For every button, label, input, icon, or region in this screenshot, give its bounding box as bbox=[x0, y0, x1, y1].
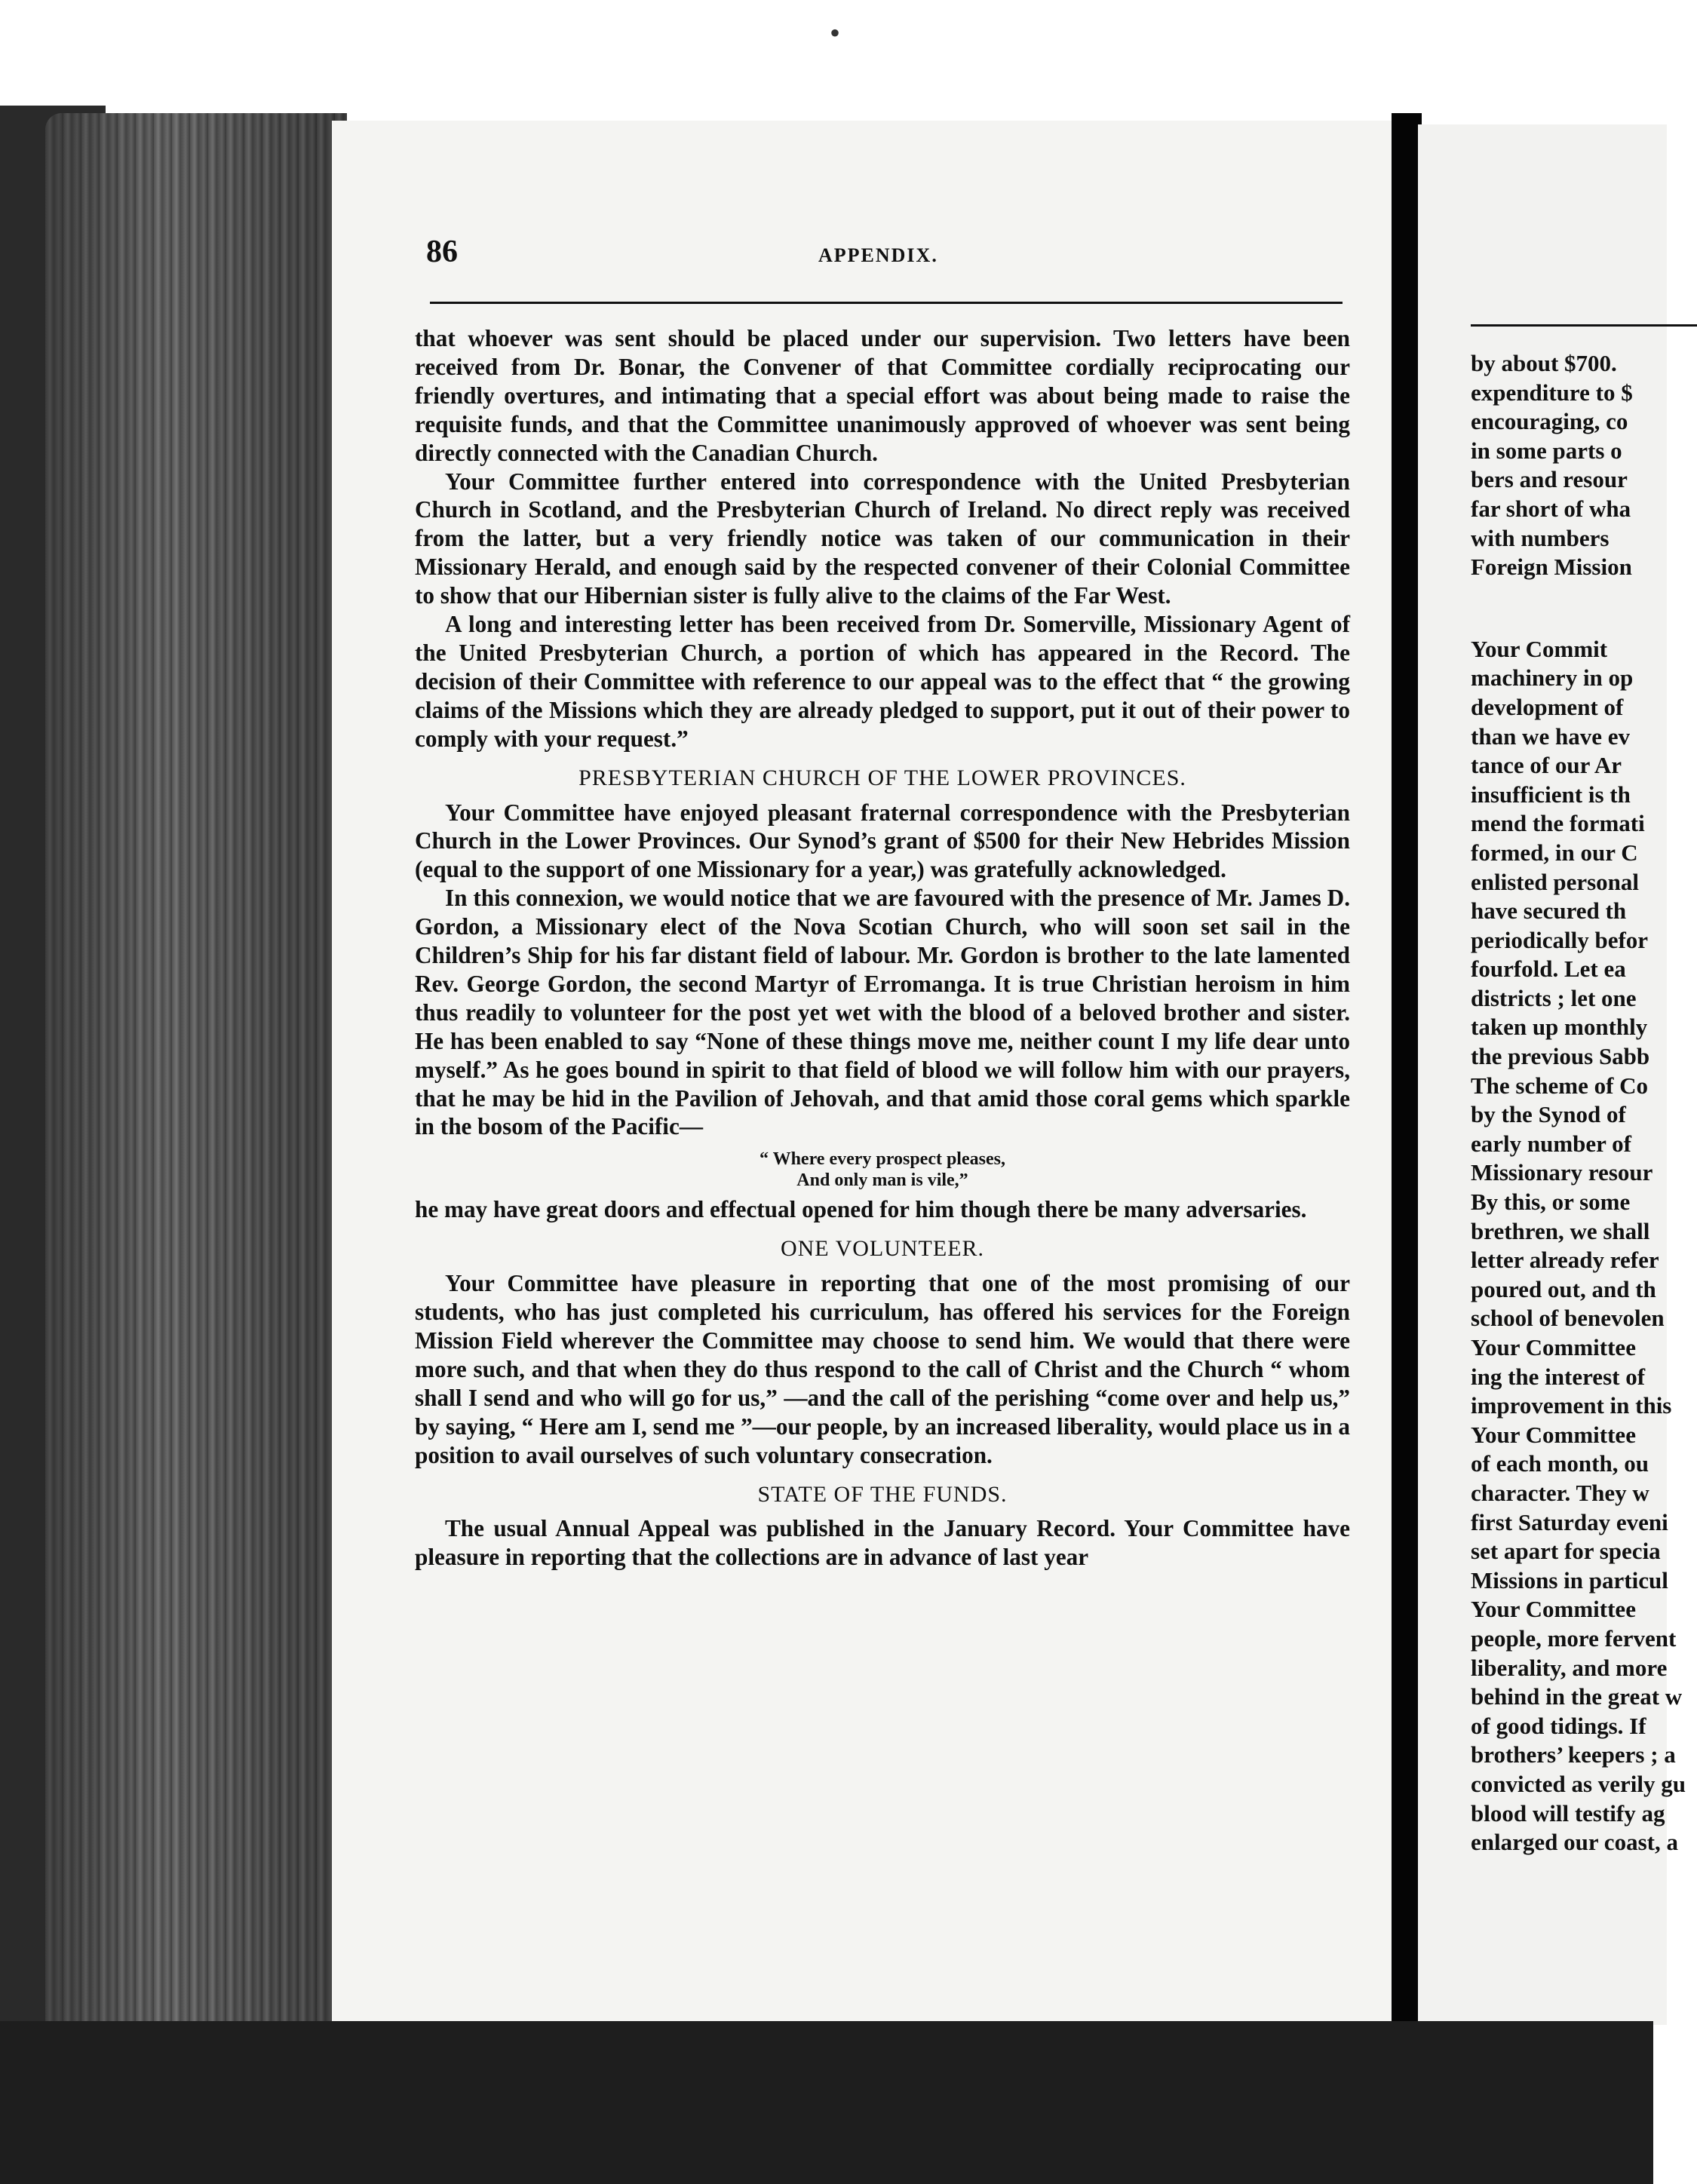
right-page-line: ing the interest of bbox=[1471, 1363, 1646, 1390]
section-heading-volunteer: ONE VOLUNTEER. bbox=[780, 1236, 985, 1262]
right-page-line: encouraging, co bbox=[1471, 408, 1628, 435]
right-page-line: the previous Sabb bbox=[1471, 1043, 1650, 1070]
running-head: APPENDIX. bbox=[818, 244, 938, 266]
right-page-line: blood will testify ag bbox=[1471, 1799, 1665, 1827]
paragraph: Your Committee have pleasure in reporting that one of the most promising of our students, who has just completed his curriculum, has offered his services for the Foreign Mission Field wherever the Committee may choose to send him. We would that there were more such, and that when they do thus respond to the call of Christ and the Church “ whom shall I send and who will go for us,” —and the call of the perishing “come over and help us,” by saying, “ Here am I, send me ”—our people, by an increased liberality, would place us in a position to avail ourselves of such voluntary consecration. bbox=[415, 1270, 1350, 1468]
right-page-line: by the Synod of bbox=[1471, 1101, 1626, 1128]
paragraph: that whoever was sent should be placed under our supervision. Two letters have been received from Dr. Bonar, the Convener of that Committee cordially reciprocating our friendly overtures, and intimating that a special effort was about being made to raise the requisite funds, and that the Committee unanimously approved of whoever was sent being directly connected with the Canadian Church. bbox=[415, 325, 1350, 466]
right-page-line: insufficient is th bbox=[1471, 781, 1631, 808]
paragraph: Your Committee further entered into correspondence with the United Presbyterian Church in Scotland, and the Presbyterian Church of Ireland. No direct reply was received from the latter, but a very friendly notice was taken of our communication in their Missionary Herald, and enough said by the respected convener of their Colonial Committee to show that our Hibernian sister is fully alive to the claims of the Far West. bbox=[415, 468, 1350, 609]
right-header-rule bbox=[1471, 324, 1697, 327]
paragraph: he may have great doors and effectual opened for him though there be many adversaries. bbox=[415, 1196, 1307, 1223]
right-page-text bbox=[1471, 324, 1686, 1857]
right-page-line: enlarged our coast, a bbox=[1471, 1829, 1678, 1856]
right-page-line: Your Committee bbox=[1471, 1596, 1636, 1623]
right-page-line: development of bbox=[1471, 693, 1624, 720]
right-page-line: improvement in this bbox=[1471, 1392, 1672, 1419]
right-page-line: Your Committee bbox=[1471, 1421, 1636, 1448]
right-page-line: far short of wha bbox=[1471, 495, 1631, 522]
right-page-line: enlisted personal bbox=[1471, 868, 1640, 895]
right-page-line: brothers’ keepers ; a bbox=[1471, 1741, 1676, 1768]
book-edge-shadow bbox=[45, 113, 347, 2044]
right-page-line: Missions in particul bbox=[1471, 1566, 1668, 1594]
right-page-line: poured out, and th bbox=[1471, 1275, 1656, 1302]
right-page-line: expenditure to $ bbox=[1471, 379, 1633, 406]
scan-background-bottom bbox=[0, 2021, 1653, 2184]
paragraph: Your Committee have enjoyed pleasant fraternal correspondence with the Presbyterian Church in the Lower Provinces. Our Synod’s grant of $500 for their New Hebrides Mission (equal to the support of one Missionary for a year,) was gratefully acknowledged. bbox=[415, 799, 1350, 883]
right-page-line: of good tidings. If bbox=[1471, 1712, 1646, 1739]
paragraph: In this connexion, we would notice that we are favoured with the presence of Mr. James D. Gordon, a Missionary elect of the Nova Scotian Church, who will soon set sail in the Children’s Ship for his far distant field of labour. Mr. Gordon is brother to the late lamented Rev. George Gordon, the second Martyr of Erromanga. It is true Christian heroism in him thus readily to volunteer for the post yet wet with the blood of a beloved brother and sister. He has been enabled to say “None of these things move me, neither count I my life dear unto myself.” As he goes bound in spirit to that field of blood we will follow him with our prayers, that he may be hid in the Pavilion of Jehovah, and that amid those coral gems which sparkle in the bosom of the Pacific— bbox=[415, 885, 1350, 1140]
left-page-text bbox=[415, 324, 1350, 1572]
right-page-line: early number of bbox=[1471, 1130, 1631, 1157]
book-gutter bbox=[1392, 113, 1422, 2044]
right-page-line: Your Commit bbox=[1471, 635, 1608, 662]
paragraph: A long and interesting letter has been received from Dr. Somerville, Missionary Agent of the United Presbyterian Church, a portion of which has appeared in the Record. The decision of their Committee with reference to our appeal was to the effect that “ the growing claims of the Missions which they are already pledged to support, put it out of their power to comply with your request.” bbox=[415, 611, 1350, 752]
quote-line: “ Where every prospect pleases, bbox=[760, 1149, 1005, 1170]
right-page-line: with numbers bbox=[1471, 524, 1610, 551]
right-page-line: Your Committee bbox=[1471, 1334, 1636, 1360]
page-number: 86 bbox=[426, 235, 458, 269]
right-page-line: Missionary resour bbox=[1471, 1159, 1653, 1186]
right-page-line: periodically befor bbox=[1471, 926, 1649, 953]
page-header bbox=[426, 234, 1346, 279]
right-page-line: than we have ev bbox=[1471, 722, 1630, 750]
right-page-line: letter already refer bbox=[1471, 1247, 1659, 1274]
right-page-line: taken up monthly bbox=[1471, 1014, 1648, 1041]
header-rule bbox=[430, 302, 1343, 304]
right-page-line: have secured th bbox=[1471, 897, 1627, 925]
right-page-line: set apart for specia bbox=[1471, 1538, 1661, 1565]
right-page-line: by about $700. bbox=[1471, 350, 1617, 376]
right-page-line: By this, or some bbox=[1471, 1189, 1631, 1216]
right-page-line: of each month, ou bbox=[1471, 1450, 1649, 1477]
poem-quote bbox=[415, 1149, 1350, 1191]
scan-top-margin bbox=[0, 0, 1653, 113]
right-page-line: behind in the great w bbox=[1471, 1683, 1683, 1710]
right-page-line: liberality, and more bbox=[1471, 1654, 1668, 1681]
paragraph: The usual Annual Appeal was published in the January Record. Your Committee have pleasure in reporting that the collections are in advance of last year bbox=[415, 1515, 1350, 1571]
right-page-line: brethren, we shall bbox=[1471, 1217, 1650, 1244]
right-page-line: Foreign Mission bbox=[1471, 554, 1632, 581]
right-page-line: formed, in our C bbox=[1471, 839, 1638, 866]
right-page-line: in some parts o bbox=[1471, 437, 1622, 464]
quote-line: And only man is vile,” bbox=[796, 1170, 968, 1191]
right-page-line: districts ; let one bbox=[1471, 984, 1637, 1011]
right-page-line: mend the formati bbox=[1471, 810, 1645, 837]
right-page-line: convicted as verily gu bbox=[1471, 1770, 1686, 1797]
right-page-line: character. They w bbox=[1471, 1479, 1649, 1506]
right-page-line: people, more fervent bbox=[1471, 1624, 1677, 1652]
scan-speck: • bbox=[830, 16, 841, 50]
section-heading-funds: STATE OF THE FUNDS. bbox=[757, 1481, 1008, 1507]
right-page-line: machinery in op bbox=[1471, 664, 1634, 692]
right-page-line: fourfold. Let ea bbox=[1471, 956, 1626, 983]
right-page-line: first Saturday eveni bbox=[1471, 1508, 1668, 1535]
section-heading-lower-provinces: PRESBYTERIAN CHURCH OF THE LOWER PROVINCES. bbox=[578, 765, 1186, 790]
right-page-line: school of benevolen bbox=[1471, 1305, 1665, 1332]
right-page-line: tance of our Ar bbox=[1471, 752, 1622, 779]
right-page-line: The scheme of Co bbox=[1471, 1072, 1649, 1099]
right-page-line: bers and resour bbox=[1471, 466, 1628, 493]
